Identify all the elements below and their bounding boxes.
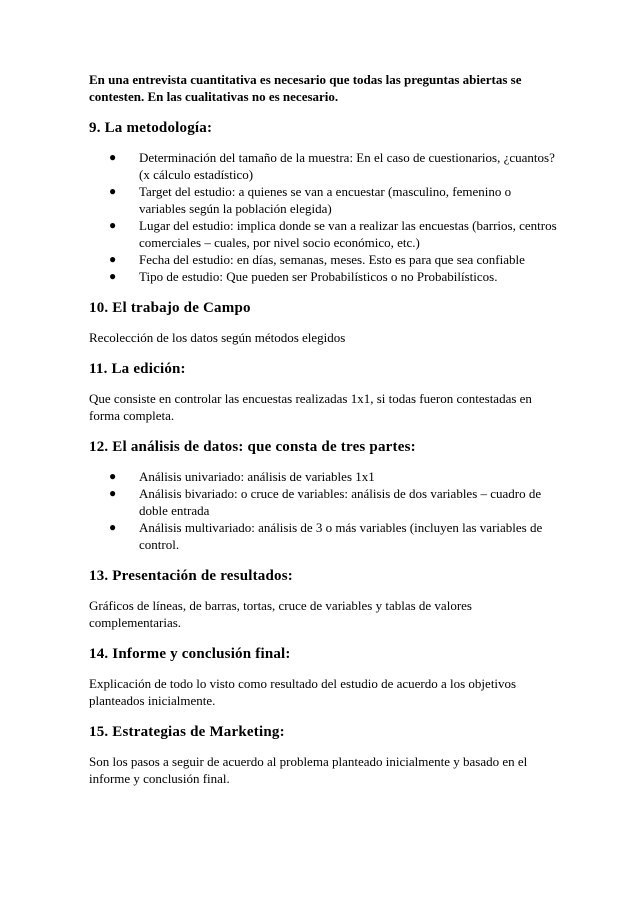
list-item: ● Lugar del estudio: implica donde se van a realizar las encuestas (barrios, centros comerciales – cuales, por nivel socio económico, etc.)	[109, 218, 557, 250]
intro-paragraph: En una entrevista cuantitativa es necesario que todas las preguntas abiertas se contesten. En las cualitativas no es necesario.	[89, 72, 522, 104]
section-10-heading: 10. El trabajo de Campo	[89, 300, 251, 316]
bullet-icon: ●	[109, 252, 117, 266]
list-item: ● Determinación del tamaño de la muestra: En el caso de cuestionarios, ¿cuantos? (x cálculo estadístico)	[109, 150, 555, 182]
bullet-icon: ●	[109, 469, 117, 483]
list-item: ● Target del estudio: a quienes se van a encuestar (masculino, femenino o variables según la población elegida)	[109, 184, 512, 216]
list-item: ● Tipo de estudio: Que pueden ser Probabilísticos o no Probabilísticos.	[109, 269, 498, 284]
section-11-text: Que consiste en controlar las encuestas realizadas 1x1, si todas fueron contestadas en forma completa.	[89, 391, 532, 423]
section-14-text: Explicación de todo lo visto como resultado del estudio de acuerdo a los objetivos planteados inicialmente.	[89, 676, 517, 708]
bullet-icon: ●	[109, 184, 117, 198]
section-13-heading: 13. Presentación de resultados:	[89, 568, 293, 584]
section-9-list	[89, 149, 559, 285]
bullet-icon: ●	[109, 269, 117, 283]
list-item: ● Análisis univariado: análisis de variables 1x1	[109, 469, 375, 484]
section-12-list	[89, 468, 559, 553]
list-item: ● Análisis bivariado: o cruce de variables: análisis de dos variables – cuadro de doble entrada	[109, 486, 542, 518]
document-page	[89, 71, 559, 801]
section-15-heading: 15. Estrategias de Marketing:	[89, 724, 285, 740]
section-12-heading: 12. El análisis de datos: que consta de tres partes:	[89, 439, 416, 455]
bullet-icon: ●	[109, 520, 117, 534]
bullet-icon: ●	[109, 218, 117, 232]
section-15-text: Son los pasos a seguir de acuerdo al problema planteado inicialmente y basado en el informe y conclusión final.	[89, 754, 528, 786]
bullet-icon: ●	[109, 486, 117, 500]
section-13-text: Gráficos de líneas, de barras, tortas, cruce de variables y tablas de valores complementarias.	[89, 598, 472, 630]
list-item: ● Fecha del estudio: en días, semanas, meses. Esto es para que sea confiable	[109, 252, 525, 267]
list-item: ● Análisis multivariado: análisis de 3 o más variables (incluyen las variables de control.	[109, 520, 543, 552]
section-11-heading: 11. La edición:	[89, 361, 186, 377]
section-14-heading: 14. Informe y conclusión final:	[89, 646, 291, 662]
bullet-icon: ●	[109, 150, 117, 164]
section-9-heading: 9. La metodología:	[89, 120, 213, 136]
section-10-text: Recolección de los datos según métodos elegidos	[89, 330, 346, 345]
